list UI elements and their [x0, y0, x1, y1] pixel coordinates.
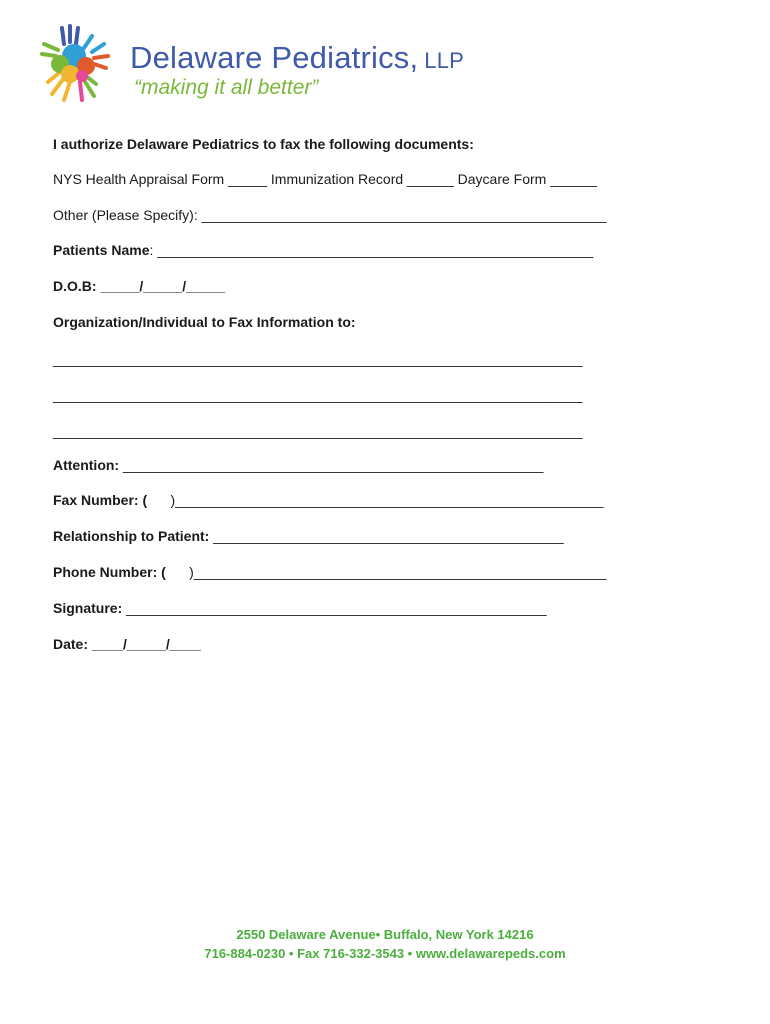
- tagline: “making it all better”: [134, 76, 319, 99]
- other-specify-field: Other (Please Specify): ____________________________________________________: [53, 207, 607, 223]
- authorize-statement: I authorize Delaware Pediatrics to fax the following documents:: [53, 136, 474, 152]
- organization-line-2: ____________________________________________________________________: [53, 387, 583, 403]
- signature-field: [53, 599, 547, 617]
- fax-number-label: Fax Number: (: [53, 492, 148, 508]
- relationship-blank: _____________________________________________: [209, 528, 564, 544]
- attention-field: [53, 456, 543, 474]
- fax-number-blank: )_______________________________________________________: [147, 492, 604, 508]
- phone-number-field: [53, 563, 606, 581]
- organization-heading: Organization/Individual to Fax Information to:: [53, 314, 356, 330]
- date-field: Date: ____/_____/____: [53, 636, 201, 652]
- attention-blank: ______________________________________________________: [119, 457, 544, 473]
- footer-address: 2550 Delaware Avenue• Buffalo, New York 14216: [236, 927, 534, 942]
- dob-field: D.O.B: _____/_____/_____: [53, 278, 226, 294]
- organization-line-3: ____________________________________________________________________: [53, 423, 583, 439]
- attention-label: Attention:: [53, 457, 120, 473]
- organization-line-1: ____________________________________________________________________: [53, 351, 583, 367]
- document-options: NYS Health Appraisal Form _____ Immunization Record ______ Daycare Form ______: [53, 171, 597, 187]
- patient-name-field: [53, 241, 593, 259]
- signature-blank: ______________________________________________________: [122, 600, 547, 616]
- llp-suffix: LLP: [424, 48, 465, 73]
- patient-name-blank: : ________________________________________________________: [149, 242, 594, 258]
- patient-name-label: Patients Name: [53, 242, 150, 258]
- relationship-label: Relationship to Patient:: [53, 528, 210, 544]
- logo: [38, 22, 465, 106]
- phone-number-blank: )_____________________________________________________: [165, 564, 607, 580]
- practice-name: Delaware Pediatrics, LLP: [130, 40, 465, 75]
- relationship-field: [53, 527, 564, 545]
- fax-number-field: [53, 491, 603, 509]
- signature-label: Signature:: [53, 600, 123, 616]
- footer-contact: 716-884-0230 • Fax 716-332-3543 • www.delawarepeds.com: [204, 946, 566, 961]
- phone-number-label: Phone Number: (: [53, 564, 166, 580]
- hands-logo-icon: [38, 22, 128, 106]
